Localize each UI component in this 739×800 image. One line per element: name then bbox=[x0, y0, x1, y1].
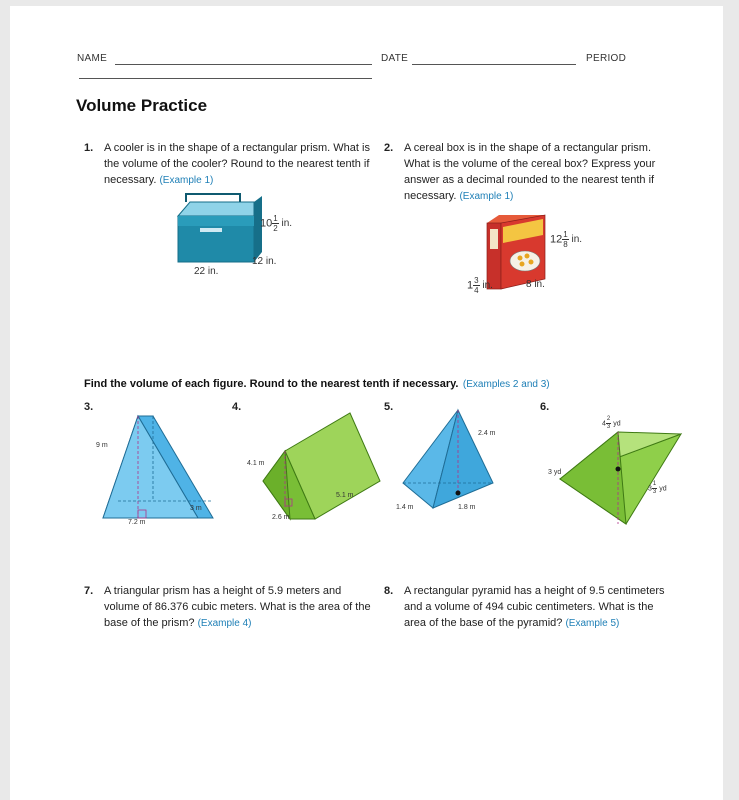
q2-text bbox=[404, 140, 674, 205]
name-line bbox=[115, 64, 372, 65]
name-label: NAME bbox=[77, 53, 108, 64]
instructions-text: Find the volume of each figure. Round to the nearest tenth if necessary. bbox=[84, 378, 459, 390]
q7-text bbox=[104, 583, 374, 632]
q1-number: 1. bbox=[84, 142, 94, 154]
q7-question: A triangular prism has a height of 5.9 meters and volume of 86.376 cubic meters. What is the area of the base of the prism? bbox=[104, 585, 371, 629]
q4-height-label: 4.1 m bbox=[247, 460, 265, 467]
instructions bbox=[84, 374, 550, 392]
cooler-illustration bbox=[170, 192, 265, 267]
q2-example-link[interactable]: (Example 1) bbox=[459, 191, 514, 202]
q8-text bbox=[404, 583, 674, 632]
q6-number: 6. bbox=[540, 401, 550, 413]
name-line-2 bbox=[79, 78, 372, 79]
q8-question: A rectangular pyramid has a height of 9.5 centimeters and a volume of 494 cubic centimeters. What is the area of the base of the pyramid? bbox=[404, 585, 665, 629]
date-line bbox=[412, 64, 576, 65]
worksheet-page bbox=[10, 6, 723, 800]
q6-right-label: 3 $\frac{1}{3}$ yd bbox=[648, 481, 667, 495]
q1-text bbox=[104, 140, 372, 189]
q2-depth-label: 1 $\frac{3}{4}$ in. bbox=[467, 276, 493, 295]
q1-height-fraction: $\frac{1}{2}$ bbox=[273, 214, 278, 233]
q6-top-fraction: $\frac{2}{3}$ bbox=[606, 416, 611, 430]
date-label: DATE bbox=[381, 53, 409, 64]
q1-height-label: 10 $\frac{1}{2}$ in. bbox=[260, 214, 293, 233]
q2-height-label: 12 $\frac{1}{8}$ in. bbox=[550, 230, 583, 249]
page-title: Volume Practice bbox=[76, 96, 208, 115]
q5-height-label: 2.4 m bbox=[478, 430, 496, 437]
q2-width-label: 8 in. bbox=[526, 279, 545, 290]
q4-length-label: 5.1 m bbox=[336, 492, 354, 499]
q3-base-label: 7.2 m bbox=[128, 519, 146, 526]
q4-base-label: 2.6 m bbox=[272, 514, 290, 521]
period-label: PERIOD bbox=[586, 53, 627, 64]
q8-example-link[interactable]: (Example 5) bbox=[565, 618, 620, 629]
q2-depth-fraction: $\frac{3}{4}$ bbox=[474, 276, 479, 295]
q3-height-label: 9 m bbox=[96, 442, 108, 449]
q6-side-label: 3 yd bbox=[548, 469, 562, 476]
q5-number: 5. bbox=[384, 401, 394, 413]
q2-number: 2. bbox=[384, 142, 394, 154]
q1-width-label: 22 in. bbox=[194, 266, 219, 277]
q1-example-link[interactable]: (Example 1) bbox=[159, 175, 214, 186]
q3-depth-label: 3 m bbox=[190, 505, 202, 512]
triangular-pyramid-figure bbox=[398, 408, 498, 513]
q3-number: 3. bbox=[84, 401, 94, 413]
q8-number: 8. bbox=[384, 585, 394, 597]
q5-base-label: 1.4 m bbox=[396, 504, 414, 511]
q2-question: A cereal box is in the shape of a rectangular prism. What is the volume of the cereal box? Express your answer as a decimal rounded to the nearest tenth if necessary. bbox=[404, 142, 656, 202]
q6-right-fraction: $\frac{1}{3}$ bbox=[652, 481, 657, 495]
green-triangular-prism-figure bbox=[255, 411, 385, 521]
cereal-box-illustration bbox=[485, 213, 560, 291]
q4-number: 4. bbox=[232, 401, 242, 413]
q5-depth-label: 1.8 m bbox=[458, 504, 476, 511]
q7-number: 7. bbox=[84, 585, 94, 597]
green-pyramid-figure bbox=[558, 424, 684, 526]
instructions-example-link[interactable]: (Examples 2 and 3) bbox=[462, 379, 550, 390]
q7-example-link[interactable]: (Example 4) bbox=[197, 618, 252, 629]
q2-height-fraction: $\frac{1}{8}$ bbox=[563, 230, 568, 249]
q6-top-label: 4 $\frac{2}{3}$ yd bbox=[602, 416, 621, 430]
q1-depth-label: 12 in. bbox=[252, 256, 277, 267]
q1-question: A cooler is in the shape of a rectangular prism. What is the volume of the cooler? Round to the nearest tenth if necessary. bbox=[104, 142, 370, 186]
